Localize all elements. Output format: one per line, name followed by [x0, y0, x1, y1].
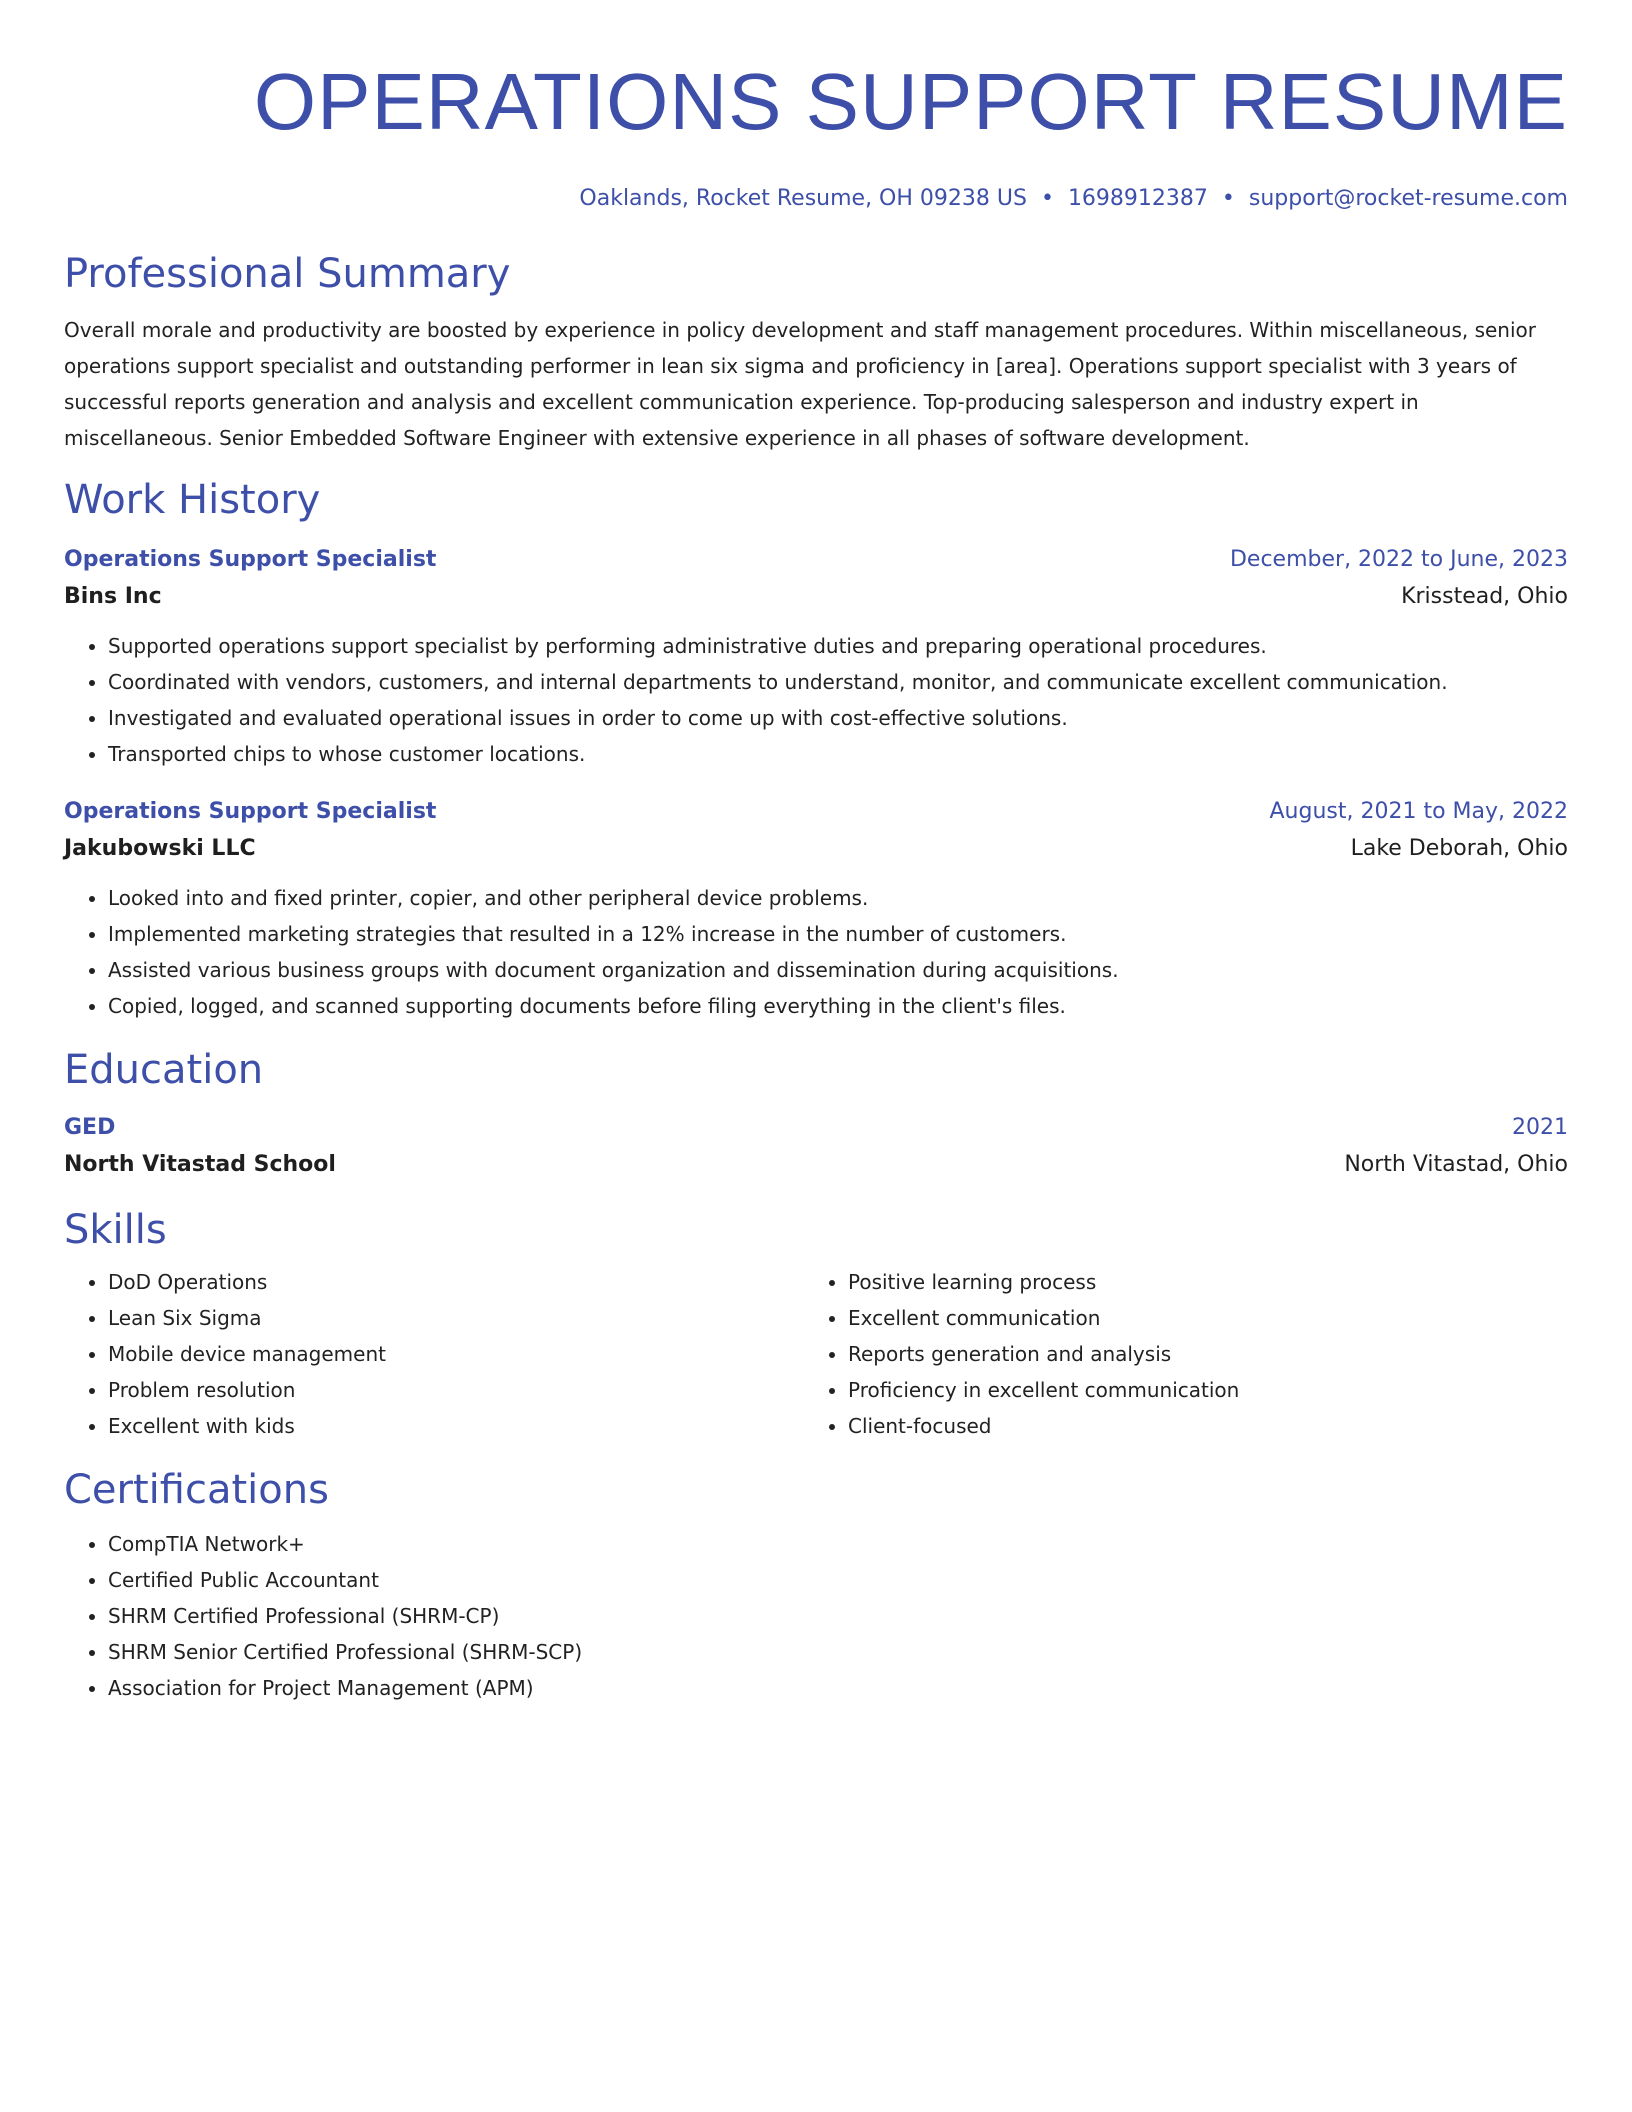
job-bullet: • Supported operations support specialist by performing administrative duties and preparing operational procedures.: [108, 628, 1568, 664]
job-bullet: • Transported chips to whose customer locations.: [108, 736, 1568, 772]
education-school: North Vitastad School: [64, 1152, 336, 1177]
contact-separator: •: [1040, 186, 1054, 211]
job-bullet: • Looked into and fixed printer, copier, and other peripheral device problems.: [108, 880, 1568, 916]
skill-item: • Proficiency in excellent communication: [848, 1372, 1544, 1408]
resume-title: OPERATIONS SUPPORT RESUME: [253, 57, 1568, 146]
job-bullet: • Coordinated with vendors, customers, and internal departments to understand, monitor, and communicate excellent communication.: [108, 664, 1568, 700]
education-degree: GED: [64, 1115, 116, 1140]
resume-header: [64, 56, 1568, 214]
certifications-heading: Certifications: [64, 1467, 329, 1513]
skill-item: • Positive learning process: [848, 1264, 1544, 1300]
summary-heading: Professional Summary: [64, 251, 511, 297]
certification-item: • SHRM Senior Certified Professional (SHRM-SCP): [108, 1634, 1568, 1670]
education-location: North Vitastad, Ohio: [1344, 1152, 1568, 1177]
skill-item: • Excellent with kids: [108, 1408, 804, 1444]
skill-item: • Client-focused: [848, 1408, 1544, 1444]
job-bullet: • Assisted various business groups with document organization and dissemination during acquisitions.: [108, 952, 1568, 988]
job-bullets: [64, 880, 1568, 1024]
education-heading: Education: [64, 1047, 264, 1093]
contact-separator: •: [1221, 186, 1235, 211]
contact-email[interactable]: support@rocket-resume.com: [1248, 186, 1568, 211]
job-location: Krisstead, Ohio: [1401, 584, 1568, 609]
job-bullet: • Investigated and evaluated operational issues in order to come up with cost-effective solutions.: [108, 700, 1568, 736]
skill-item: • Lean Six Sigma: [108, 1300, 804, 1336]
skills-list: [64, 1264, 804, 1444]
job-dates: August, 2021 to May, 2022: [1269, 799, 1568, 824]
job-bullet: • Copied, logged, and scanned supporting documents before filing everything in the client's files.: [108, 988, 1568, 1024]
contact-address: Oaklands, Rocket Resume, OH 09238 US: [579, 186, 1027, 211]
skill-item: • DoD Operations: [108, 1264, 804, 1300]
skill-item: • Reports generation and analysis: [848, 1336, 1544, 1372]
certification-item: • Certified Public Accountant: [108, 1562, 1568, 1598]
skill-item: • Problem resolution: [108, 1372, 804, 1408]
job-bullets: [64, 628, 1568, 772]
contact-phone: 1698912387: [1067, 186, 1208, 211]
certifications-list: [64, 1526, 1568, 1706]
education-entry: [64, 1110, 1568, 1184]
job-entry: [64, 794, 1568, 1024]
job-title: Operations Support Specialist: [64, 547, 437, 572]
job-location: Lake Deborah, Ohio: [1350, 836, 1568, 861]
skills-grid: [64, 1264, 1568, 1444]
work-history-heading: Work History: [64, 477, 321, 523]
contact-line: [64, 184, 1568, 214]
summary-text: Overall morale and productivity are boosted by experience in policy development and staff management procedures. Within miscellaneous, senior operations support specialist and outstanding performer in lean six sigma and proficiency in [area]. Operations support specialist with 3 years of successful reports generation and analysis and excellent communication experience. Top-producing salesperson and industry expert in miscellaneous. Senior Embedded Software Engineer with extensive experience in all phases of software development.: [64, 318, 1536, 450]
job-company: Bins Inc: [64, 584, 162, 609]
job-company: Jakubowski LLC: [64, 836, 256, 861]
certification-item: • SHRM Certified Professional (SHRM-CP): [108, 1598, 1568, 1634]
skill-item: • Excellent communication: [848, 1300, 1544, 1336]
job-entry: [64, 542, 1568, 772]
skill-item: • Mobile device management: [108, 1336, 804, 1372]
skills-column-left: [64, 1264, 804, 1444]
certification-item: • Association for Project Management (APM): [108, 1670, 1568, 1706]
skills-list: [804, 1264, 1544, 1444]
certification-item: • CompTIA Network+: [108, 1526, 1568, 1562]
job-title: Operations Support Specialist: [64, 799, 437, 824]
job-dates: December, 2022 to June, 2023: [1229, 547, 1568, 572]
skills-column-right: [804, 1264, 1544, 1444]
skills-heading: Skills: [64, 1207, 167, 1253]
job-bullet: • Implemented marketing strategies that resulted in a 12% increase in the number of customers.: [108, 916, 1568, 952]
education-year: 2021: [1512, 1115, 1568, 1140]
